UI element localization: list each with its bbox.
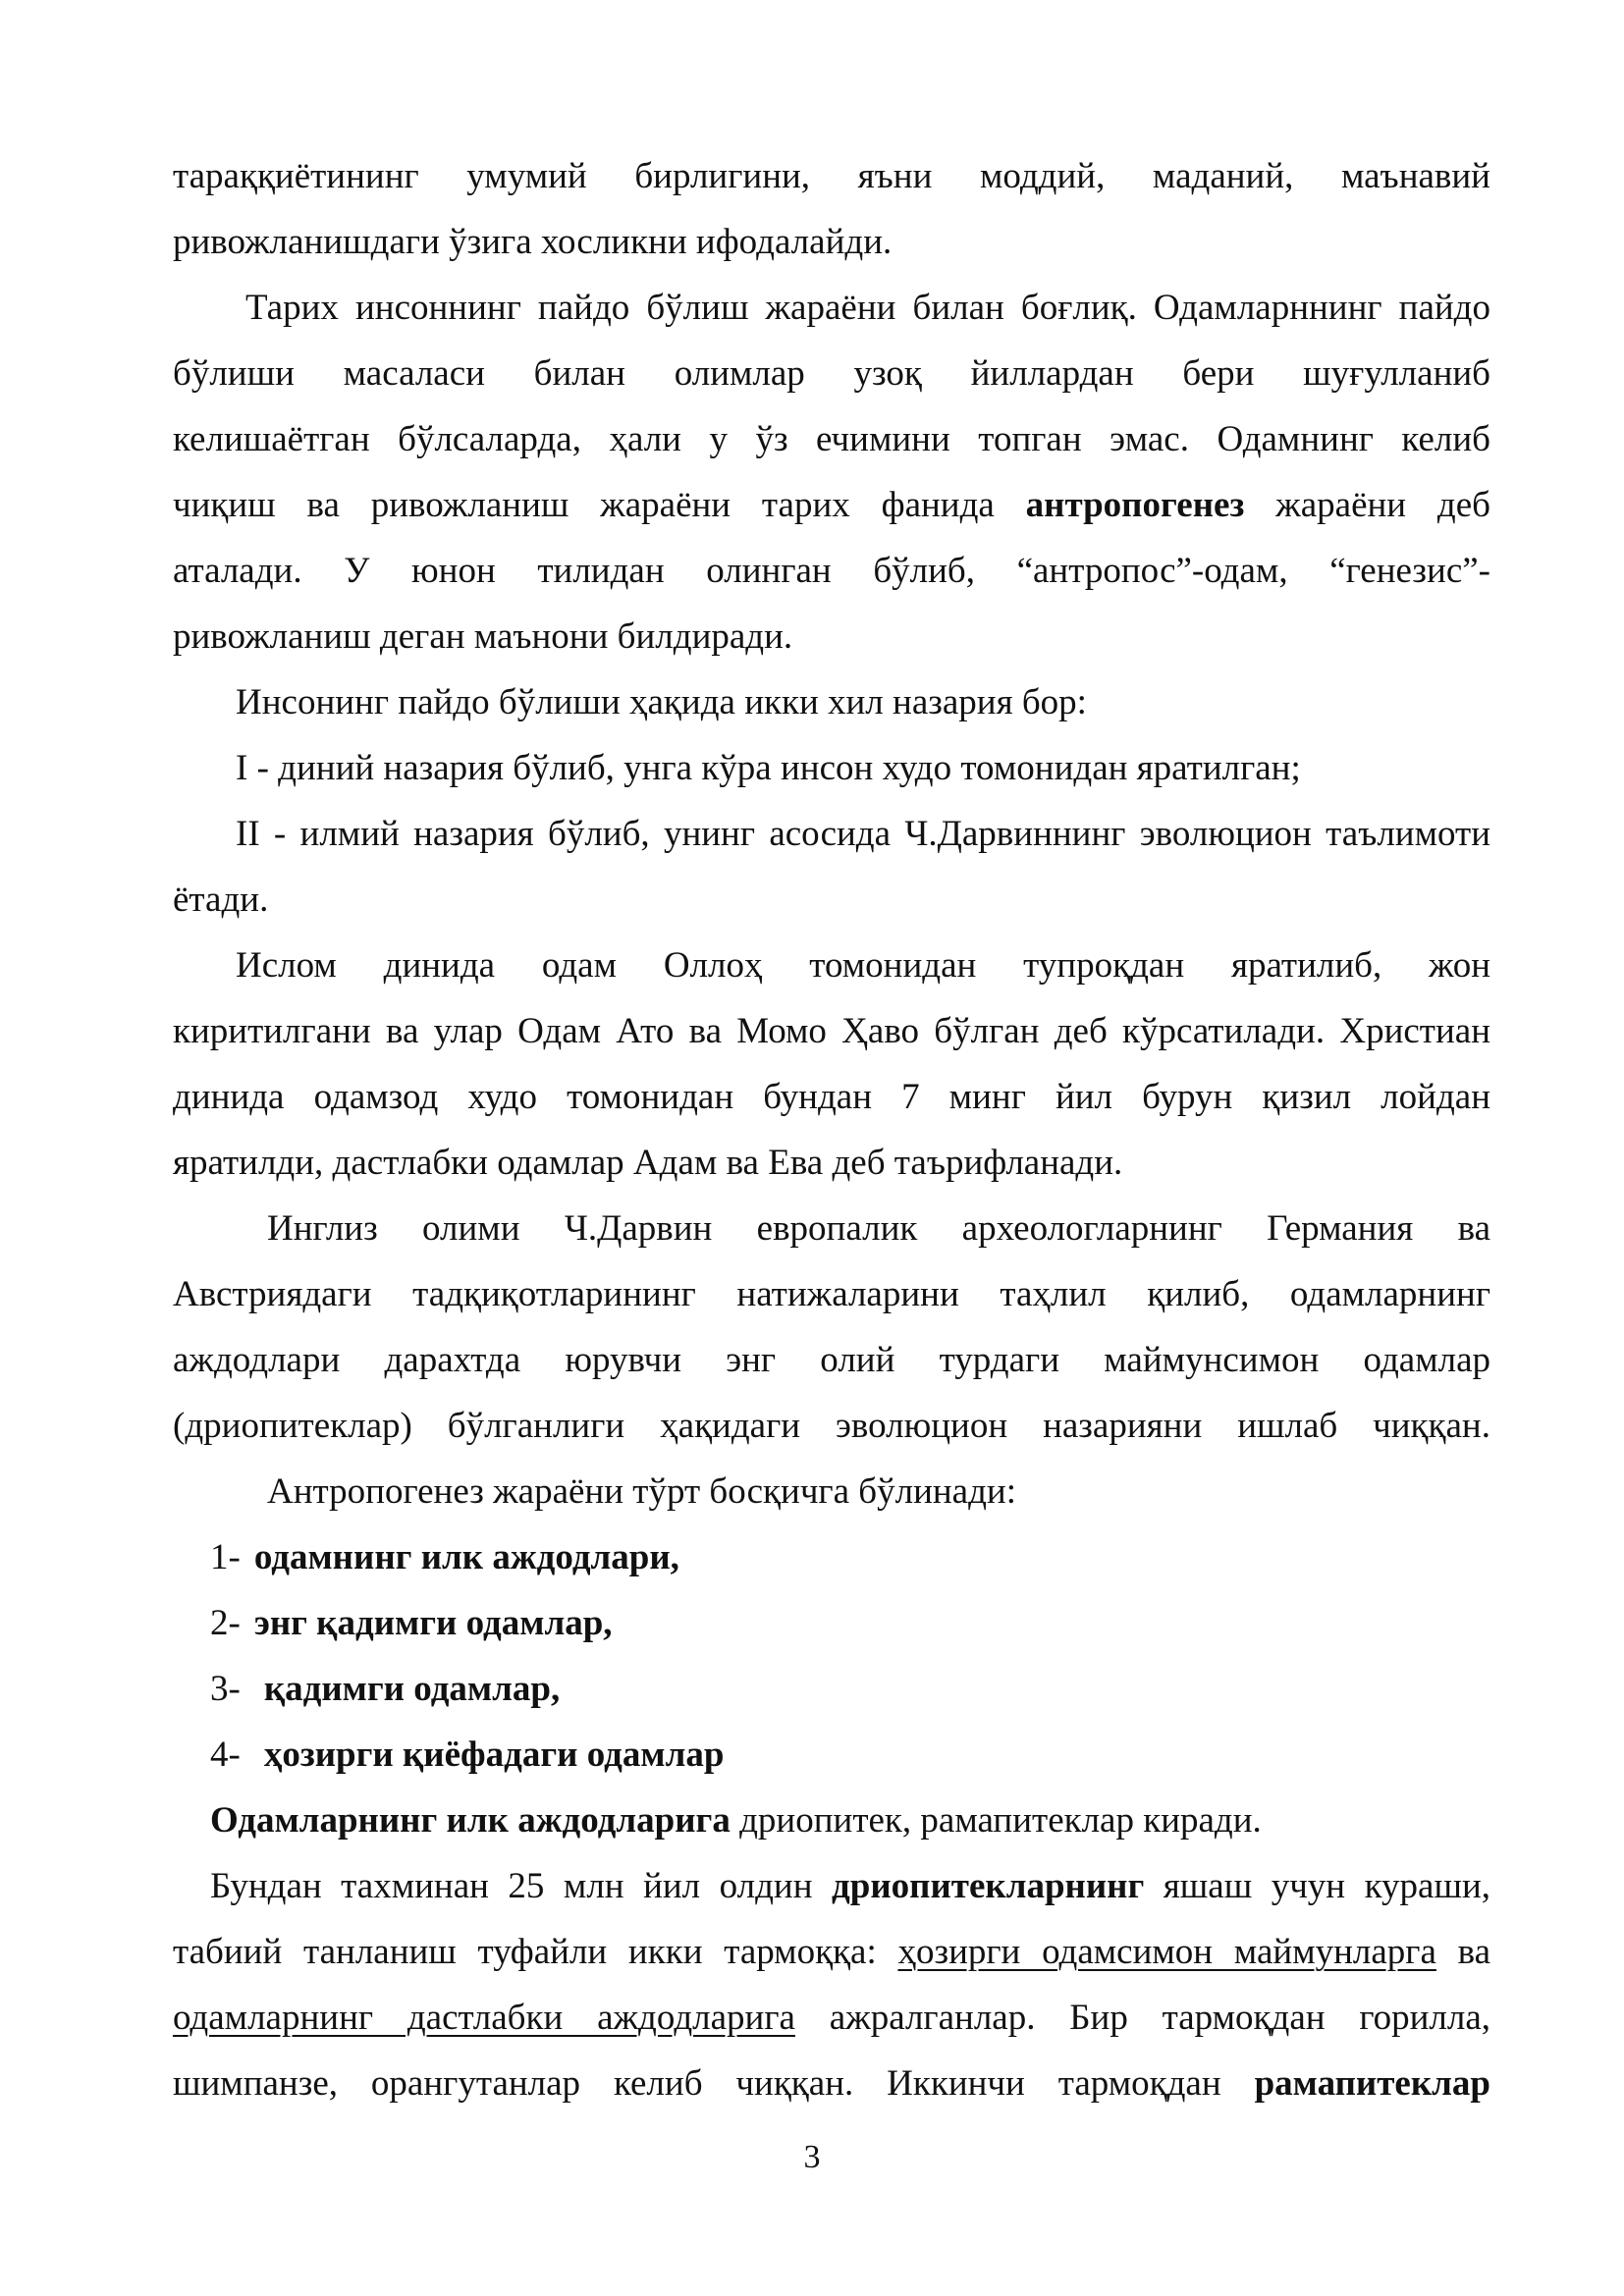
text-line: ривожланишдаги ўзига хосликни ифодалайди. xyxy=(173,222,893,262)
list-text: одамнинг илк аждодлари, xyxy=(253,1537,679,1577)
text-run: яшаш учун кураши, xyxy=(1144,1866,1491,1906)
text-line: Тарих инсоннинг пайдо бўлиш жараёни билан боғлиқ. Одамларннинг пайдо xyxy=(245,288,1490,328)
text-line: Австриядаги тадқиқотларининг натижаларини таҳлил қилиб, одамларнинг xyxy=(173,1274,1490,1314)
list-text: ҳозирги қиёфадаги одамлар xyxy=(263,1735,725,1775)
text-line: киритилгани ва улар Одам Ато ва Момо Ҳаво бўлган деб кўрсатилади. Христиан xyxy=(173,1011,1490,1051)
text-run: шимпанзе, орангутанлар келиб чиққан. Иккинчи тармоқдан xyxy=(173,2063,1255,2104)
list-text: энг қадимги одамлар, xyxy=(253,1603,613,1643)
term-bold: рамапитеклар xyxy=(1254,2063,1490,2104)
list-item xyxy=(210,1734,1528,1777)
text-line xyxy=(210,1799,1528,1842)
text-line: келишаётган бўлсаларда, ҳали у ўз ечимини топган эмас. Одамнинг келиб xyxy=(173,419,1490,459)
underlined-term: ҳозирги одамсимон маймунларга xyxy=(897,1932,1436,1972)
text-line xyxy=(173,1931,1490,1974)
page-number: 3 xyxy=(803,2139,821,2175)
text-line xyxy=(173,484,1490,527)
list-number: 2- xyxy=(210,1603,241,1643)
text-line: II - илмий назария бўлиб, унинг асосида Ч.Дарвиннинг эволюцион таълимоти xyxy=(236,814,1490,854)
text-run: ажралганлар. Бир тармоқдан горилла, xyxy=(794,1998,1491,2038)
text-line xyxy=(210,1865,1490,1908)
text-run: Бундан тахминан 25 млн йил олдин xyxy=(210,1866,833,1906)
text-run: дриопитек, рамапитеклар киради. xyxy=(730,1800,1262,1841)
term-bold: Одамларнинг илк аждодларига xyxy=(210,1800,731,1841)
text-line: Инсонинг пайдо бўлиши ҳақида икки хил назария бор: xyxy=(236,682,1087,722)
text-line: тараққиётининг умумий бирлигини, яъни моддий, маданий, маънавий xyxy=(173,156,1490,196)
list-text: қадимги одамлар, xyxy=(263,1669,561,1709)
list-number: 1- xyxy=(210,1537,241,1577)
text-line: аталади. У юнон тилидан олинган бўлиб, “антропос”-одам, “генезис”- xyxy=(173,551,1490,591)
text-run: табиий танланиш туфайли икки тармоққа: xyxy=(173,1932,898,1972)
text-line xyxy=(173,1997,1490,2040)
text-run: чиқиш ва ривожланиш жараёни тарих фанида xyxy=(173,485,1026,525)
text-line: бўлиши масаласи билан олимлар узоқ йиллардан бери шуғулланиб xyxy=(173,353,1490,394)
text-line: аждодлари дарахтда юрувчи энг олий турдаги маймунсимон одамлар xyxy=(173,1340,1490,1380)
list-item xyxy=(210,1668,1528,1711)
list-item xyxy=(210,1536,1528,1579)
list-item xyxy=(210,1602,1528,1645)
text-line: Антропогенез жараёни тўрт босқичга бўлинади: xyxy=(267,1471,1016,1512)
list-number: 3- xyxy=(210,1669,241,1709)
text-line: I - диний назария бўлиб, унга кўра инсон худо томонидан яратилган; xyxy=(236,748,1301,788)
text-line: Ислом динида одам Оллоҳ томонидан тупроқдан яратилиб, жон xyxy=(236,945,1490,986)
term-bold: антропогенез xyxy=(1025,485,1245,525)
text-line: ривожланиш деган маънони билдиради. xyxy=(173,616,793,657)
term-bold: дриопитекларнинг xyxy=(832,1866,1145,1906)
text-run: ва xyxy=(1435,1932,1491,1972)
list-number: 4- xyxy=(210,1735,241,1775)
text-line: яратилди, дастлабки одамлар Адам ва Ева деб таърифланади. xyxy=(173,1143,1123,1183)
text-line: Инглиз олими Ч.Дарвин европалик археологларнинг Германия ва xyxy=(267,1208,1490,1249)
text-line: ётади. xyxy=(173,880,269,920)
text-line: динида одамзод худо томонидан бундан 7 минг йил бурун қизил лойдан xyxy=(173,1077,1490,1117)
text-line: (дриопитеклар) бўлганлиги ҳақидаги эволюцион назарияни ишлаб чиққан. xyxy=(173,1406,1490,1446)
text-line xyxy=(173,2062,1490,2106)
text-run: жараёни деб xyxy=(1244,485,1490,525)
underlined-term: одамларнинг дастлабки аждодларига xyxy=(173,1998,795,2038)
